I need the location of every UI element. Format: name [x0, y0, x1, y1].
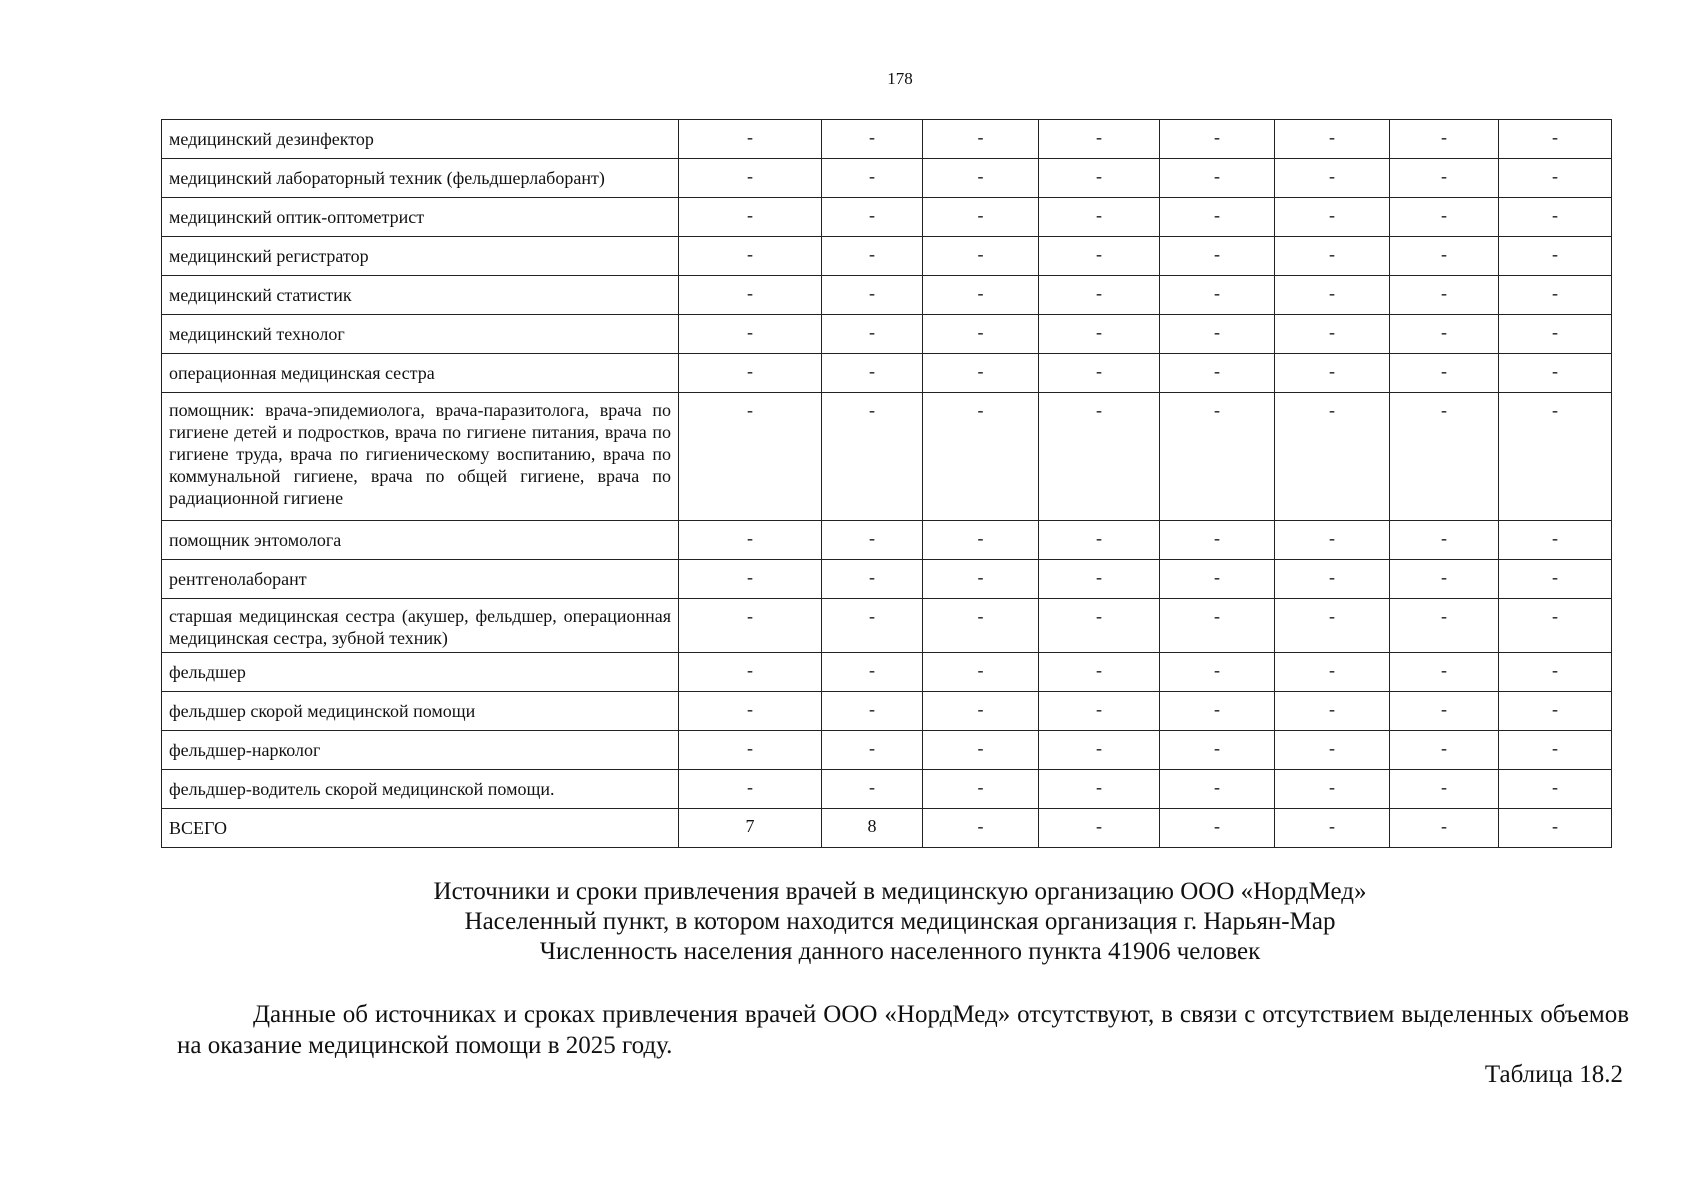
row-label: старшая медицинская сестра (акушер, фельдшер, операционная медицинская сестра, зубной техник): [162, 599, 679, 653]
row-value: -: [923, 120, 1039, 159]
row-label: операционная медицинская сестра: [162, 354, 679, 393]
row-value: -: [679, 599, 822, 653]
row-label: рентгенолаборант: [162, 560, 679, 599]
table-row: [162, 120, 1612, 159]
table-row: [162, 521, 1612, 560]
row-value: -: [1039, 159, 1160, 198]
row-value: -: [1499, 276, 1612, 315]
row-value: -: [822, 120, 923, 159]
row-label: фельдшер-водитель скорой медицинской помощи.: [162, 770, 679, 809]
row-value: -: [1390, 692, 1499, 731]
row-label: медицинский лабораторный техник (фельдшерлаборант): [162, 159, 679, 198]
row-value: -: [1499, 809, 1612, 848]
table-row: [162, 393, 1612, 521]
row-value: -: [1039, 198, 1160, 237]
table-row: [162, 354, 1612, 393]
heading-line-3: Численность населения данного населенного пункта 41906 человек: [539, 938, 1261, 965]
section-heading: [250, 877, 1550, 967]
heading-line-2: Населенный пункт, в котором находится медицинская организация г. Нарьян-Мар: [464, 908, 1336, 935]
row-value: -: [1160, 692, 1275, 731]
row-value: -: [1039, 560, 1160, 599]
row-label: помощник энтомолога: [162, 521, 679, 560]
row-value: -: [679, 120, 822, 159]
table-row: [162, 770, 1612, 809]
table-row: [162, 599, 1612, 653]
row-value: -: [679, 653, 822, 692]
row-value: -: [1160, 731, 1275, 770]
row-value: -: [1039, 354, 1160, 393]
row-value: -: [1390, 237, 1499, 276]
row-value: -: [923, 560, 1039, 599]
row-label: фельдшер скорой медицинской помощи: [162, 692, 679, 731]
row-value: -: [679, 393, 822, 521]
table-row: [162, 560, 1612, 599]
body-paragraph: Данные об источниках и сроках привлечения врачей ООО «НордМед» отсутствуют, в связи с отсутствием выделенных объемов на оказание медицинской помощи в 2025 году.: [177, 1001, 1629, 1059]
row-value: -: [679, 198, 822, 237]
row-value: -: [1499, 731, 1612, 770]
table-row: [162, 315, 1612, 354]
row-value: -: [679, 731, 822, 770]
row-value: -: [1275, 315, 1390, 354]
row-label: медицинский регистратор: [162, 237, 679, 276]
row-value: -: [923, 354, 1039, 393]
row-value: -: [923, 198, 1039, 237]
row-value: -: [1160, 315, 1275, 354]
row-value: -: [1499, 599, 1612, 653]
row-value: -: [822, 653, 923, 692]
row-label: фельдшер-нарколог: [162, 731, 679, 770]
table-row: [162, 809, 1612, 848]
row-value: -: [1499, 521, 1612, 560]
row-value: -: [1160, 198, 1275, 237]
row-value: -: [1039, 692, 1160, 731]
row-value: -: [1499, 560, 1612, 599]
row-value: -: [923, 393, 1039, 521]
row-value: -: [1275, 276, 1390, 315]
row-value: -: [1390, 276, 1499, 315]
row-value: -: [1390, 354, 1499, 393]
row-value: -: [1499, 653, 1612, 692]
row-value: -: [1275, 809, 1390, 848]
row-value: -: [1275, 120, 1390, 159]
row-value: -: [1499, 237, 1612, 276]
row-value: -: [1039, 809, 1160, 848]
row-value: -: [822, 599, 923, 653]
row-value: -: [1039, 120, 1160, 159]
staffing-table: [161, 119, 1612, 848]
row-value: -: [1160, 237, 1275, 276]
row-value: -: [822, 159, 923, 198]
row-value: -: [1160, 770, 1275, 809]
row-value: -: [1275, 198, 1390, 237]
row-value: -: [1499, 198, 1612, 237]
row-value: -: [679, 354, 822, 393]
row-value: -: [679, 159, 822, 198]
row-value: -: [1390, 315, 1499, 354]
row-value: -: [1275, 393, 1390, 521]
table-row: [162, 237, 1612, 276]
row-value: -: [923, 315, 1039, 354]
row-value: -: [1160, 653, 1275, 692]
row-value: -: [923, 731, 1039, 770]
row-value: -: [1390, 198, 1499, 237]
row-value: -: [822, 770, 923, 809]
row-value: -: [1275, 237, 1390, 276]
row-value: -: [1390, 599, 1499, 653]
row-value: -: [822, 692, 923, 731]
row-value: -: [822, 731, 923, 770]
row-value: -: [1390, 731, 1499, 770]
row-value: -: [1039, 731, 1160, 770]
row-label: фельдшер: [162, 653, 679, 692]
row-value: -: [1499, 393, 1612, 521]
row-value: -: [923, 692, 1039, 731]
row-value: -: [1499, 692, 1612, 731]
row-value: -: [1039, 599, 1160, 653]
row-value: -: [1499, 120, 1612, 159]
row-value: -: [923, 599, 1039, 653]
row-value: -: [679, 315, 822, 354]
row-value: -: [1390, 770, 1499, 809]
row-value: -: [923, 159, 1039, 198]
row-value: -: [1275, 521, 1390, 560]
row-value: -: [1275, 770, 1390, 809]
row-value: -: [1390, 653, 1499, 692]
row-value: -: [1275, 354, 1390, 393]
table-row: [162, 198, 1612, 237]
row-label: медицинский дезинфектор: [162, 120, 679, 159]
row-value: -: [1275, 159, 1390, 198]
row-label: помощник: врача-эпидемиолога, врача-паразитолога, врача по гигиене детей и подростков, врача по гигиене питания, врача по гигиене труда, врача по гигиеническому воспитанию, врача по коммунальной гигиене, врача по общей гигиене, врача по радиационной гигиене: [162, 393, 679, 521]
row-value: -: [1275, 560, 1390, 599]
row-label: ВСЕГО: [162, 809, 679, 848]
row-value: 8: [822, 809, 923, 848]
row-value: -: [1160, 599, 1275, 653]
table-row: [162, 731, 1612, 770]
table-row: [162, 276, 1612, 315]
heading-line-1: Источники и сроки привлечения врачей в медицинскую организацию ООО «НордМед»: [433, 878, 1367, 905]
row-value: -: [679, 560, 822, 599]
row-value: -: [1390, 521, 1499, 560]
row-value: -: [1160, 120, 1275, 159]
row-value: 7: [679, 809, 822, 848]
row-value: -: [1499, 770, 1612, 809]
page-number: 178: [887, 69, 913, 88]
row-value: -: [679, 692, 822, 731]
row-value: -: [1160, 521, 1275, 560]
row-label: медицинский статистик: [162, 276, 679, 315]
row-value: -: [822, 521, 923, 560]
row-value: -: [1160, 809, 1275, 848]
row-value: -: [1275, 599, 1390, 653]
row-value: -: [1275, 692, 1390, 731]
row-value: -: [679, 276, 822, 315]
row-value: -: [1039, 393, 1160, 521]
row-value: -: [1499, 354, 1612, 393]
row-value: -: [822, 198, 923, 237]
row-value: -: [1160, 393, 1275, 521]
row-label: медицинский технолог: [162, 315, 679, 354]
row-value: -: [822, 354, 923, 393]
table-label: Таблица 18.2: [1484, 1061, 1623, 1088]
row-value: -: [1390, 809, 1499, 848]
row-value: -: [822, 393, 923, 521]
row-value: -: [1039, 237, 1160, 276]
row-value: -: [822, 276, 923, 315]
row-value: -: [1039, 770, 1160, 809]
row-value: -: [822, 560, 923, 599]
table-row: [162, 692, 1612, 731]
row-value: -: [1039, 521, 1160, 560]
row-value: -: [1390, 560, 1499, 599]
row-value: -: [1499, 315, 1612, 354]
table-row: [162, 653, 1612, 692]
row-value: -: [1160, 159, 1275, 198]
row-value: -: [1275, 731, 1390, 770]
table-body: [162, 120, 1612, 848]
row-value: -: [679, 237, 822, 276]
row-value: -: [1039, 653, 1160, 692]
row-value: -: [923, 276, 1039, 315]
row-value: -: [923, 653, 1039, 692]
row-value: -: [1499, 159, 1612, 198]
row-value: -: [1039, 315, 1160, 354]
row-value: -: [1275, 653, 1390, 692]
row-label: медицинский оптик-оптометрист: [162, 198, 679, 237]
row-value: -: [923, 770, 1039, 809]
row-value: -: [1160, 354, 1275, 393]
row-value: -: [1390, 120, 1499, 159]
row-value: -: [1160, 560, 1275, 599]
row-value: -: [679, 521, 822, 560]
row-value: -: [1039, 276, 1160, 315]
row-value: -: [1390, 159, 1499, 198]
row-value: -: [1160, 276, 1275, 315]
row-value: -: [822, 237, 923, 276]
row-value: -: [679, 770, 822, 809]
row-value: -: [923, 237, 1039, 276]
row-value: -: [923, 521, 1039, 560]
table-row: [162, 159, 1612, 198]
row-value: -: [1390, 393, 1499, 521]
row-value: -: [923, 809, 1039, 848]
row-value: -: [822, 315, 923, 354]
